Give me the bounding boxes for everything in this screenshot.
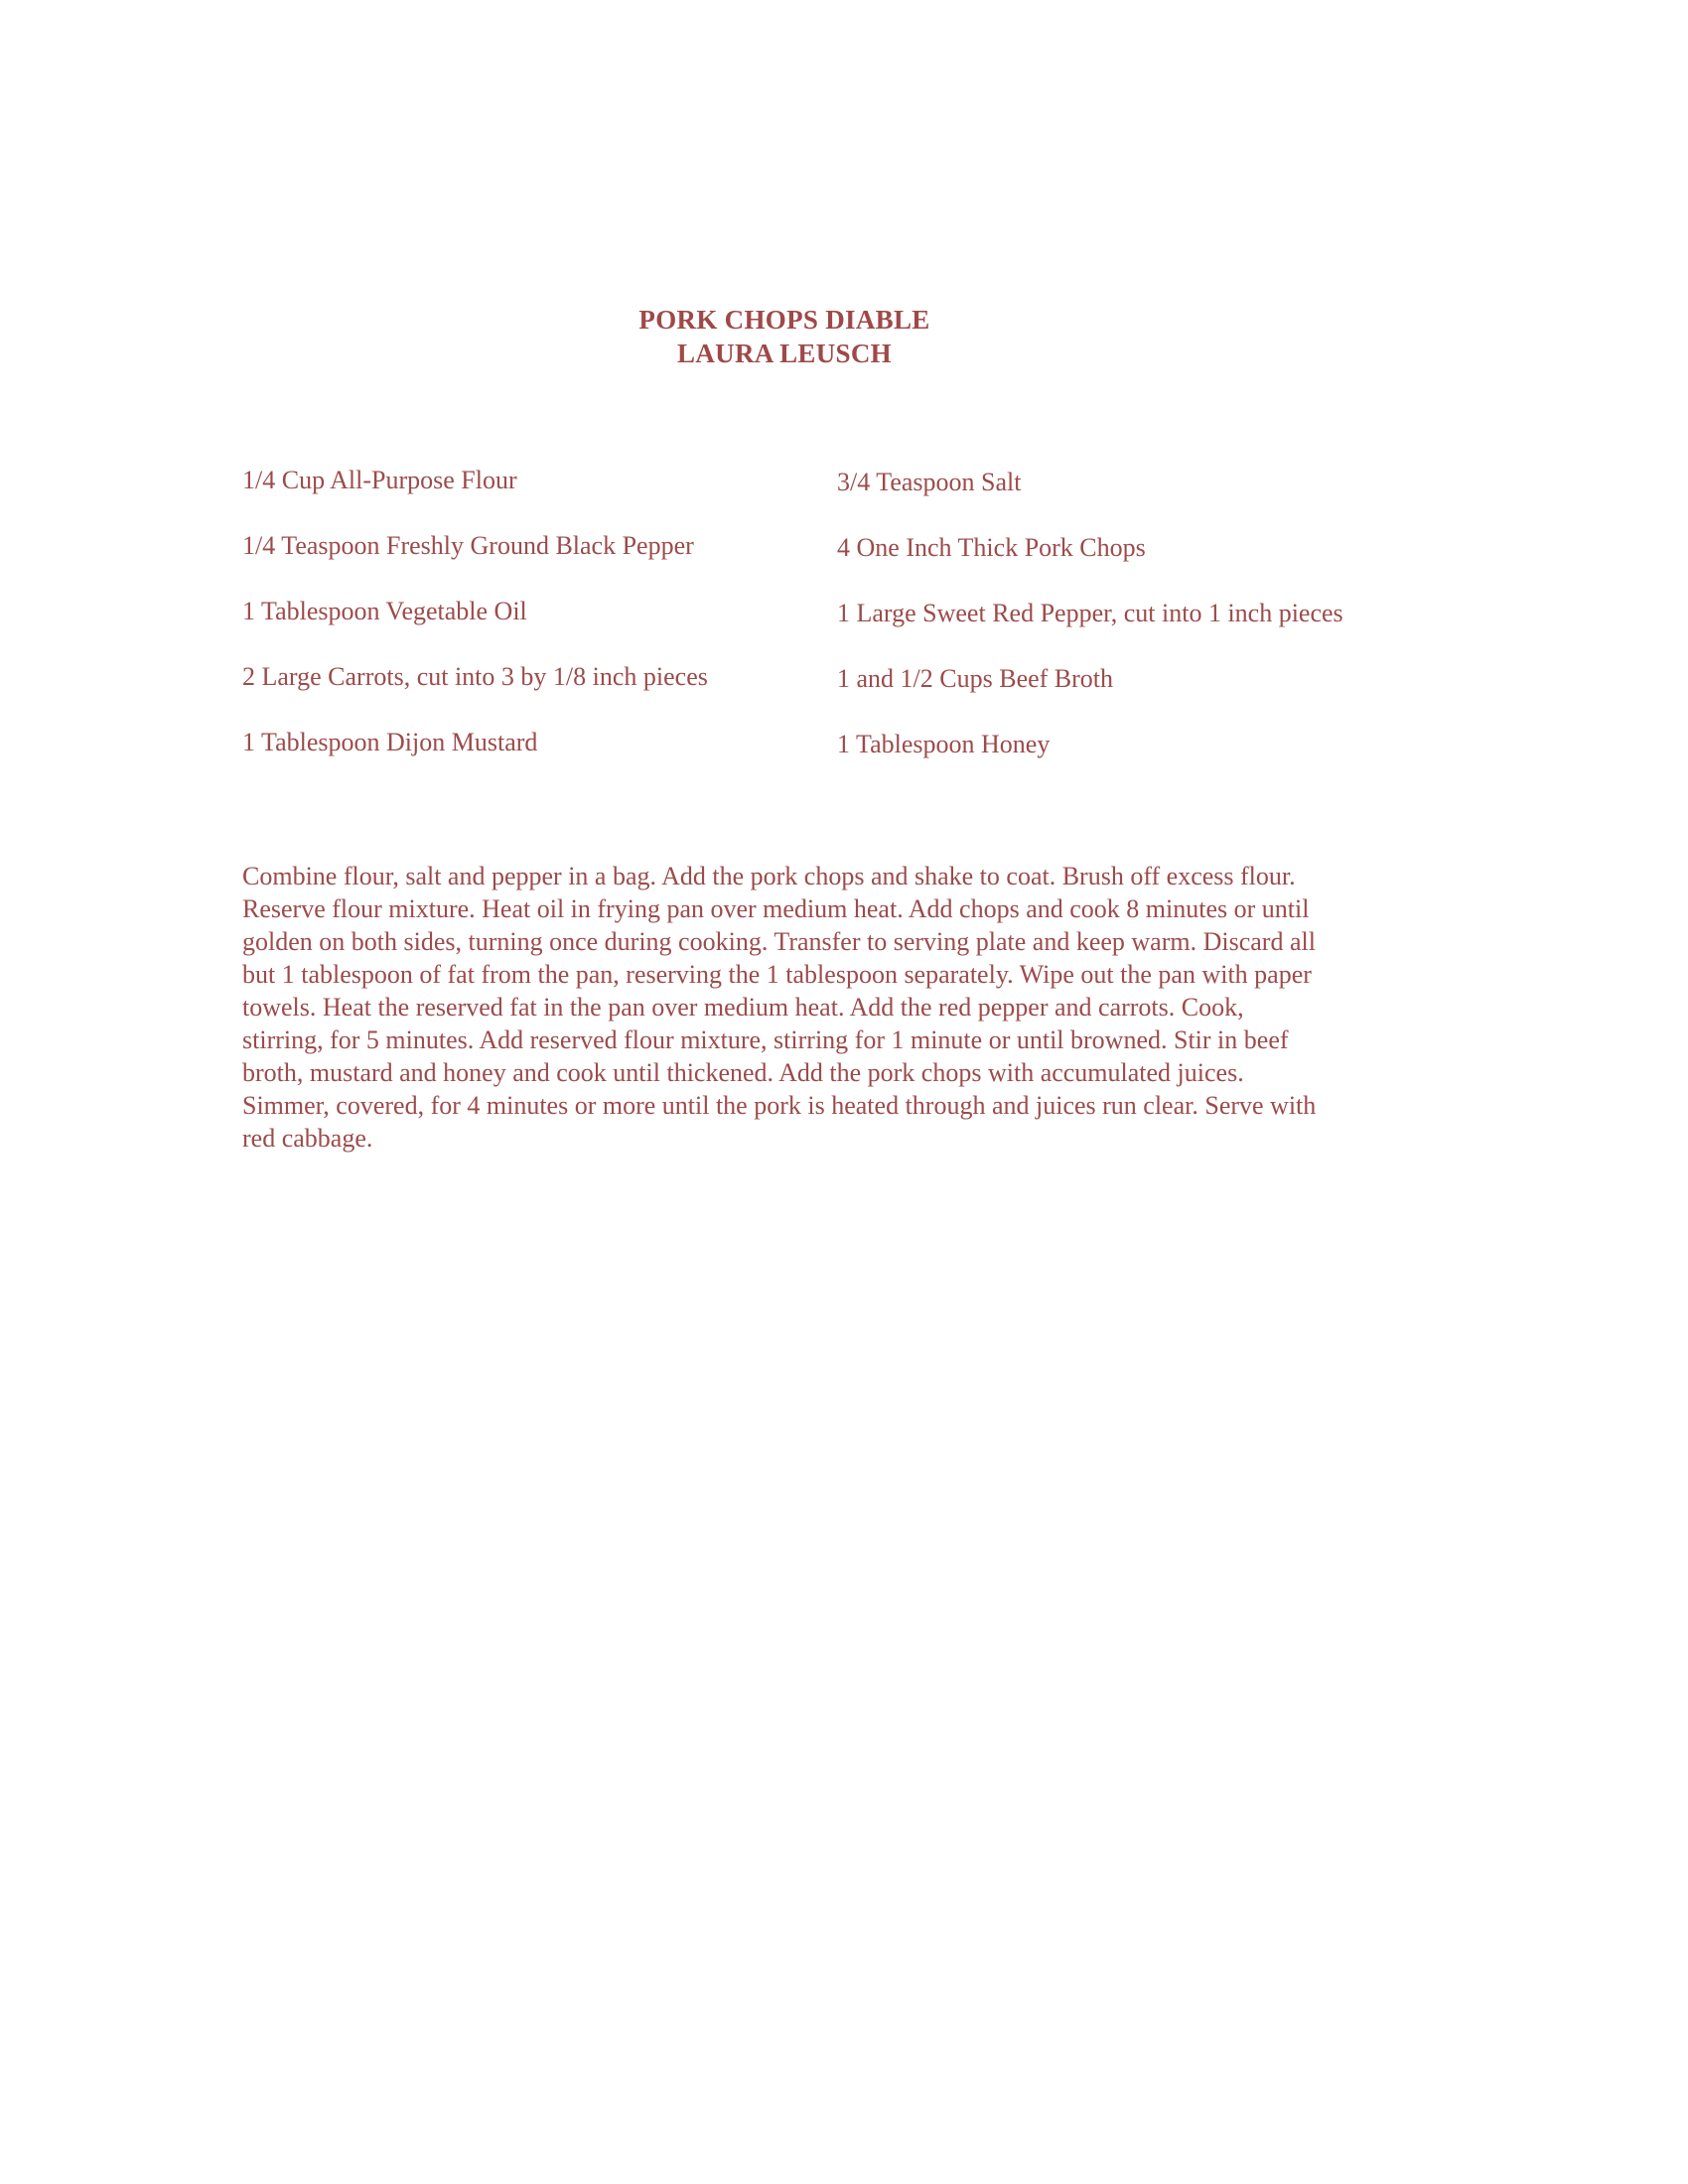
recipe-author: LAURA LEUSCH <box>677 339 892 368</box>
instruction-line: red cabbage. <box>242 1124 373 1153</box>
instruction-line: golden on both sides, turning once during cooking. Transfer to serving plate and keep warm. Discard all <box>242 927 1316 956</box>
ingredient-item: 4 One Inch Thick Pork Chops <box>837 533 1146 562</box>
ingredient-item: 1 Tablespoon Dijon Mustard <box>242 728 538 756</box>
instruction-line: but 1 tablespoon of fat from the pan, reserving the 1 tablespoon separately. Wipe out the pan with paper <box>242 960 1312 989</box>
ingredients-left-column <box>242 465 798 792</box>
ingredient-item: 1 Tablespoon Honey <box>837 730 1051 758</box>
ingredient-item: 3/4 Teaspoon Salt <box>837 468 1022 496</box>
ingredient-item: 1/4 Cup All-Purpose Flour <box>242 466 517 494</box>
instruction-line: stirring, for 5 minutes. Add reserved flour mixture, stirring for 1 minute or until browned. Stir in beef <box>242 1025 1289 1054</box>
ingredient-item: 1 Large Sweet Red Pepper, cut into 1 inch pieces <box>837 599 1343 627</box>
instruction-line: Combine flour, salt and pepper in a bag. Add the pork chops and shake to coat. Brush off excess flour. <box>242 862 1296 890</box>
ingredient-item: 1 Tablespoon Vegetable Oil <box>242 597 527 625</box>
instruction-line: Simmer, covered, for 4 minutes or more until the pork is heated through and juices run clear. Serve with <box>242 1091 1317 1120</box>
instruction-line: towels. Heat the reserved fat in the pan over medium heat. Add the red pepper and carrots. Cook, <box>242 993 1244 1022</box>
ingredient-item: 1 and 1/2 Cups Beef Broth <box>837 664 1114 693</box>
recipe-title: PORK CHOPS DIABLE <box>638 305 930 335</box>
ingredient-item: 2 Large Carrots, cut into 3 by 1/8 inch pieces <box>242 662 708 691</box>
ingredients-right-column <box>837 467 1433 794</box>
instructions-paragraph <box>242 860 1434 1155</box>
ingredient-item: 1/4 Teaspoon Freshly Ground Black Pepper <box>242 531 694 560</box>
recipe-header <box>0 303 1569 370</box>
instruction-line: broth, mustard and honey and cook until thickened. Add the pork chops with accumulated juices. <box>242 1058 1244 1087</box>
instruction-line: Reserve flour mixture. Heat oil in frying pan over medium heat. Add chops and cook 8 minutes or until <box>242 894 1310 923</box>
